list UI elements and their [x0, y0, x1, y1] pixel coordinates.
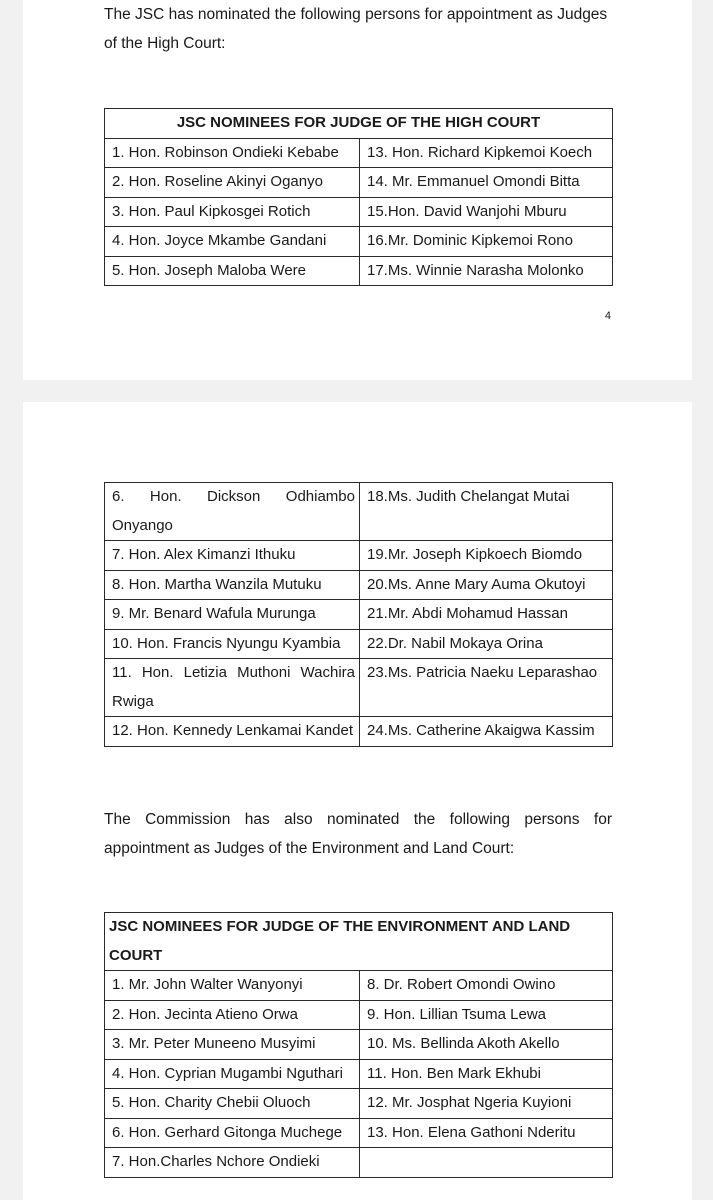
table-row [105, 1089, 613, 1119]
nominee-cell: 10. Hon. Francis Nyungu Kyambia [105, 629, 360, 659]
table-row [105, 570, 613, 600]
nominee-cell: 21.Mr. Abdi Mohamud Hassan [360, 600, 613, 630]
table-row [105, 600, 613, 630]
table-title: JSC NOMINEES FOR JUDGE OF THE HIGH COURT [105, 109, 613, 139]
page-number: 4 [604, 310, 611, 322]
nominee-cell: 3. Hon. Paul Kipkosgei Rotich [105, 197, 360, 227]
table-row [105, 1148, 613, 1178]
nominee-cell: 19.Mr. Joseph Kipkoech Biomdo [360, 541, 613, 571]
nominee-cell: 9. Mr. Benard Wafula Murunga [105, 600, 360, 630]
nominee-cell: 17.Ms. Winnie Narasha Molonko [360, 256, 613, 286]
nominee-cell: 12. Mr. Josphat Ngeria Kuyioni [360, 1089, 613, 1119]
nominee-cell: 13. Hon. Elena Gathoni Nderitu [360, 1118, 613, 1148]
table-row [105, 629, 613, 659]
table-row [105, 1000, 613, 1030]
nominee-cell: 3. Mr. Peter Muneeno Musyimi [105, 1030, 360, 1060]
nominee-cell: 4. Hon. Cyprian Mugambi Nguthari [105, 1059, 360, 1089]
nominee-cell: 11. Hon. Letizia Muthoni Wachira Rwiga [105, 659, 360, 717]
nominee-cell: 24.Ms. Catherine Akaigwa Kassim [360, 717, 613, 747]
nominee-cell: 8. Dr. Robert Omondi Owino [360, 971, 613, 1001]
nominee-cell: 7. Hon.Charles Nchore Ondieki [105, 1148, 360, 1178]
nominee-cell: 10. Ms. Bellinda Akoth Akello [360, 1030, 613, 1060]
table-row [105, 256, 613, 286]
nominee-cell: 2. Hon. Jecinta Atieno Orwa [105, 1000, 360, 1030]
nominee-cell: 16.Mr. Dominic Kipkemoi Rono [360, 227, 613, 257]
high-court-intro-paragraph: The JSC has nominated the following persons for appointment as Judges of the High Court: [104, 6, 608, 52]
nominee-cell: 12. Hon. Kennedy Lenkamai Kandet [105, 717, 360, 747]
nominee-cell: 1. Mr. John Walter Wanyonyi [105, 971, 360, 1001]
nominee-cell: 1. Hon. Robinson Ondieki Kebabe [105, 138, 360, 168]
table-row [105, 541, 613, 571]
table-row [105, 138, 613, 168]
nominee-cell: 5. Hon. Charity Chebii Oluoch [105, 1089, 360, 1119]
nominee-cell-empty [360, 1148, 613, 1178]
table-row [105, 227, 613, 257]
table-title: JSC NOMINEES FOR JUDGE OF THE ENVIRONMENT AND LAND COURT [105, 913, 613, 971]
nominee-cell: 2. Hon. Roseline Akinyi Oganyo [105, 168, 360, 198]
nominee-cell: 18.Ms. Judith Chelangat Mutai [360, 483, 613, 541]
high-court-nominees-table [104, 108, 613, 286]
nominee-cell: 6. Hon. Gerhard Gitonga Muchege [105, 1118, 360, 1148]
table-row [105, 197, 613, 227]
nominee-cell: 6. Hon. Dickson Odhiambo Onyango [105, 483, 360, 541]
environment-land-court-nominees-table [104, 912, 613, 1178]
table-row [105, 1118, 613, 1148]
nominee-cell: 5. Hon. Joseph Maloba Were [105, 256, 360, 286]
high-court-nominees-table-continued [104, 482, 613, 747]
table-row [105, 168, 613, 198]
table-row [105, 971, 613, 1001]
document-page-4 [23, 0, 692, 380]
table-row [105, 483, 613, 541]
table-row [105, 1030, 613, 1060]
nominee-cell: 7. Hon. Alex Kimanzi Ithuku [105, 541, 360, 571]
nominee-cell: 20.Ms. Anne Mary Auma Okutoyi [360, 570, 613, 600]
nominee-cell: 23.Ms. Patricia Naeku Leparashao [360, 659, 613, 717]
nominee-cell: 11. Hon. Ben Mark Ekhubi [360, 1059, 613, 1089]
table-row [105, 1059, 613, 1089]
nominee-cell: 15.Hon. David Wanjohi Mburu [360, 197, 613, 227]
environment-land-court-intro-paragraph: The Commission has also nominated the following persons for appointment as Judges of the Environment and Land Court: [104, 811, 612, 857]
nominee-cell: 8. Hon. Martha Wanzila Mutuku [105, 570, 360, 600]
nominee-cell: 9. Hon. Lillian Tsuma Lewa [360, 1000, 613, 1030]
nominee-cell: 4. Hon. Joyce Mkambe Gandani [105, 227, 360, 257]
document-page-5 [23, 402, 692, 1200]
nominee-cell: 13. Hon. Richard Kipkemoi Koech [360, 138, 613, 168]
table-row [105, 717, 613, 747]
table-row [105, 659, 613, 717]
nominee-cell: 22.Dr. Nabil Mokaya Orina [360, 629, 613, 659]
nominee-cell: 14. Mr. Emmanuel Omondi Bitta [360, 168, 613, 198]
